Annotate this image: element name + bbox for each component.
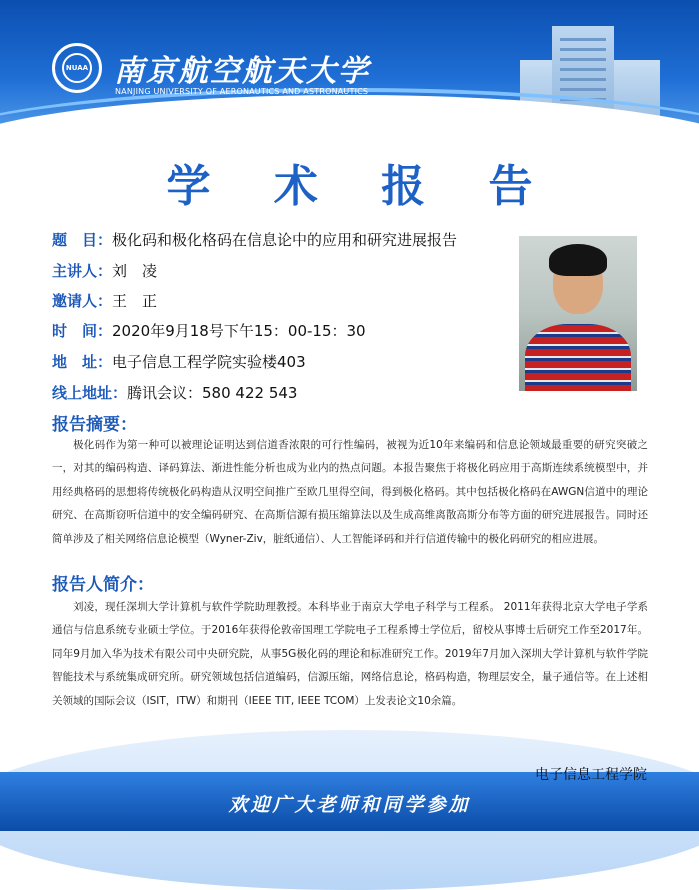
field-value: 刘 凌 — [112, 262, 158, 280]
bio-heading: 报告人简介： — [52, 575, 154, 595]
college-name: 电子信息工程学院 — [535, 767, 647, 783]
field-label: 题 目： — [52, 231, 113, 249]
field-value: 王 正 — [112, 292, 158, 310]
page-title: 学 术 报 告 — [166, 161, 557, 212]
field-label: 邀请人： — [52, 292, 113, 310]
field-value: 腾讯会议：580 422 543 — [127, 384, 298, 402]
field-label: 主讲人： — [52, 262, 113, 280]
university-name-cn: 南京航空航天大学 — [114, 54, 370, 89]
field-value: 极化码和极化格码在信息论中的应用和研究进展报告 — [112, 231, 458, 249]
logo-text: NUAA — [62, 53, 92, 83]
header-banner — [0, 0, 699, 145]
field-location — [52, 351, 306, 372]
university-name-en: NANJING UNIVERSITY OF AERONAUTICS AND ASTRONAUTICS — [115, 87, 369, 96]
speaker-photo — [519, 236, 637, 391]
field-label: 线上地址： — [52, 384, 128, 402]
abstract-text: 极化码作为第一种可以被理论证明达到信道香浓限的可行性编码，被视为近10年来编码和信息论领域最重要的研究突破之一，对其的编码构造、译码算法、渐进性能分析也成为业内的热点问题。本报告聚焦于将极化码应用于高斯连续系统模型中，并用经典格码的思想将传统极化码构造从汉明空间推广至欧几里得空间，得到极化格码。其中包括极化格码在AWGN信道中的理论研究、在高斯窃听信道中的安全编码研究、在高斯信源有损压缩算法以及生成高维离散高斯分布等方面的研究进展报告。同时还简单涉及了相关网络信息论模型（Wyner-Ziv，脏纸通信）、人工智能译码和并行信道传输中的极化码研究的相应进展。 — [52, 439, 648, 545]
field-time — [52, 320, 366, 341]
field-value: 2020年9月18号下午15：00-15：30 — [112, 322, 366, 340]
abstract-heading: 报告摘要： — [52, 415, 137, 435]
field-inviter — [52, 290, 157, 311]
university-logo — [52, 43, 102, 93]
field-label: 时 间： — [52, 322, 113, 340]
field-online — [52, 382, 297, 403]
field-value: 电子信息工程学院实验楼403 — [112, 353, 306, 371]
field-speaker — [52, 260, 157, 281]
welcome-text: 欢迎广大老师和同学参加 — [228, 794, 471, 816]
field-label: 地 址： — [52, 353, 113, 371]
field-topic — [52, 229, 457, 250]
bio-text: 刘凌，现任深圳大学计算机与软件学院助理教授。本科毕业于南京大学电子科学与工程系。 2011年获得北京大学电子学系通信与信息系统专业硕士学位。于2016年获得伦敦帝国理工学院电子工程系博士学位后，留校从事博士后研究工作至2017年。同年9月加入华为技术有限公司中央研究院，从事5G极化码的理论和标准研究工作。2019年7月加入深圳大学计算机与软件学院智能技术与系统集成研究所。研究领域包括信道编码，信源压缩，网络信息论，格码构造，物理层安全，量子通信等。在上述相关领域的国际会议（ISIT，ITW）和期刊（IEEE TIT, IEEE TCOM）上发表论文10余篇。 — [52, 601, 648, 707]
